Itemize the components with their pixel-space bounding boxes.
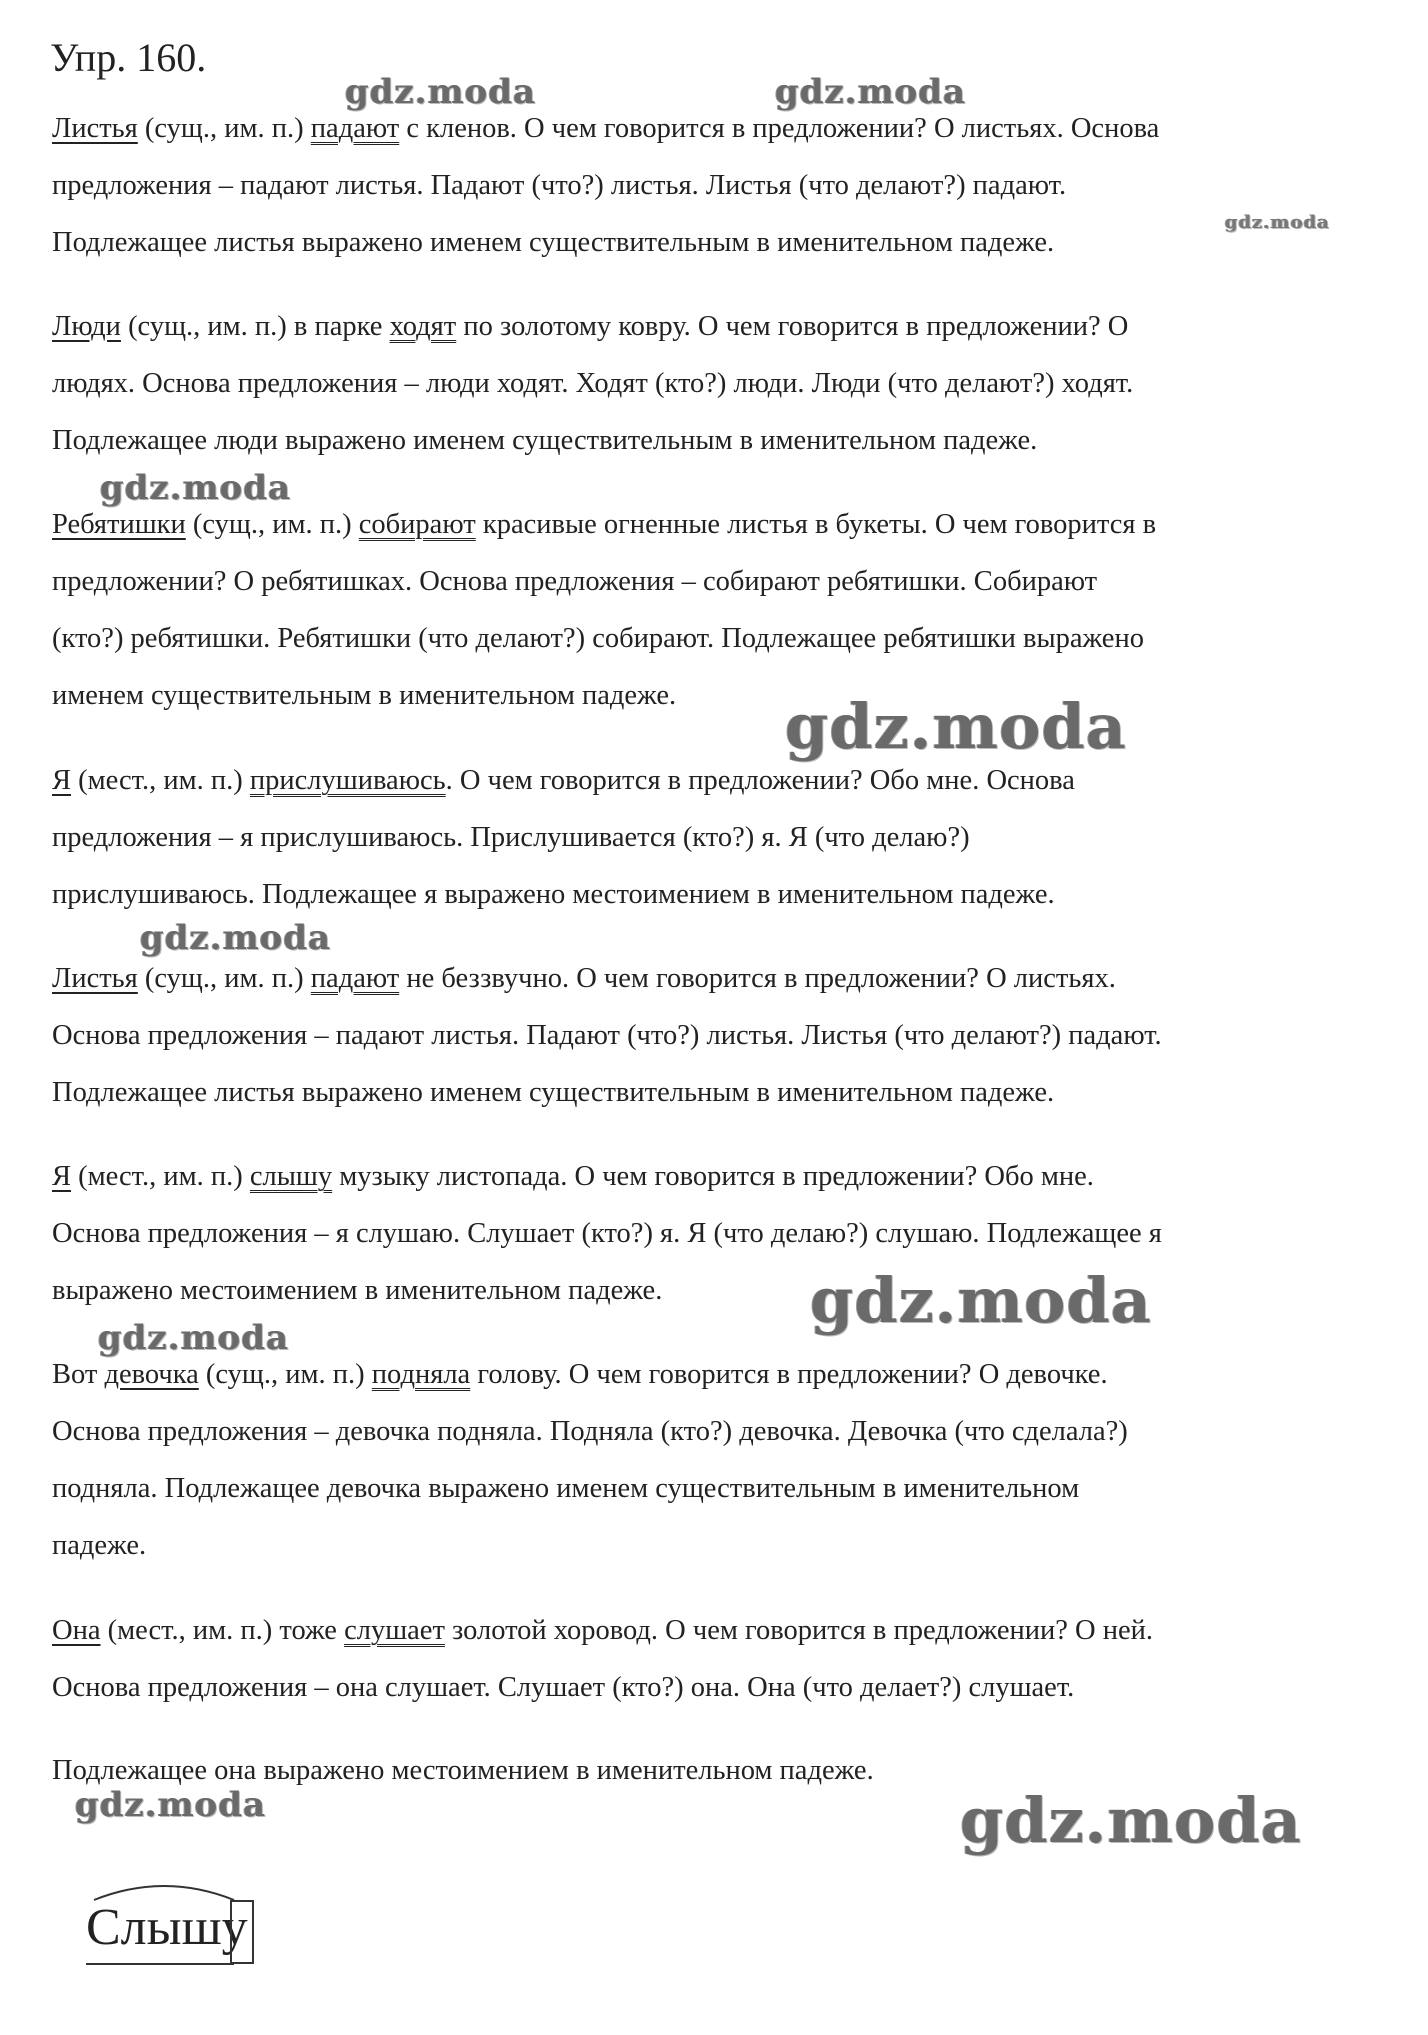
text-line [52, 355, 1382, 412]
subject-word: Я [52, 1161, 72, 1192]
text-segment: с кленов. О чем говорится в предложении? О листьях. Основа [399, 113, 1160, 144]
text-line [52, 667, 1382, 724]
text-line [52, 950, 1382, 1007]
text-segment: . О чем говорится в предложении? Обо мне. Основа [445, 765, 1075, 796]
text-segment: прислушиваюсь. Подлежащее я выражено местоимением в именительном падеже. [52, 879, 1055, 910]
text-segment: Подлежащее она выражено местоимением в именительном падеже. [52, 1755, 874, 1786]
text-line [52, 157, 1382, 214]
watermark-logo: gdz.moda [75, 1785, 267, 1825]
text-segment: предложении? О ребятишках. Основа предложения – собирают ребятишки. Собирают [52, 566, 1098, 597]
paragraph-7 [52, 1346, 1382, 1574]
text-segment: падеже. [52, 1530, 147, 1561]
text-segment: Основа предложения – падают листья. Падают (что?) листья. Листья (что делают?) падают. [52, 1020, 1162, 1051]
watermark-logo: gdz.moda [98, 1318, 290, 1358]
predicate-word: падают [310, 963, 400, 994]
text-line [52, 1346, 1382, 1403]
text-line [52, 1742, 1382, 1799]
text-segment: именем существительным в именительном падеже. [52, 680, 677, 711]
text-line [52, 1602, 1382, 1659]
ending-box-mark [230, 1900, 254, 1964]
paragraph-9 [52, 1742, 1382, 1799]
text-segment: (сущ., им. п.) [185, 509, 359, 540]
word-base-line [86, 1963, 234, 1965]
watermark-logo: gdz.moda [775, 72, 967, 112]
text-segment: красивые огненные листья в букеты. О чем говорится в [475, 509, 1157, 540]
text-line [52, 1517, 1382, 1574]
text-segment: Основа предложения – я слушаю. Слушает (кто?) я. Я (что делаю?) слушаю. Подлежащее я [52, 1218, 1162, 1249]
subject-word: Я [52, 765, 72, 796]
text-line [52, 1205, 1382, 1262]
text-line [52, 1659, 1382, 1716]
text-segment: Основа предложения – она слушает. Слушает (кто?) она. Она (что делает?) слушает. [52, 1672, 1075, 1703]
text-segment: подняла. Подлежащее девочка выражено именем существительным в именительном [52, 1473, 1080, 1504]
text-segment: (мест., им. п.) [71, 1161, 250, 1192]
predicate-word: слышу [249, 1161, 333, 1192]
paragraph-3 [52, 496, 1382, 724]
subject-word: Она [52, 1615, 101, 1646]
text-line [52, 1403, 1382, 1460]
text-line [52, 412, 1382, 469]
subject-word: девочка [104, 1359, 199, 1390]
text-line [52, 100, 1382, 157]
text-segment: (сущ., им. п.) [137, 113, 311, 144]
watermark-logo: gdz.moda [960, 1784, 1302, 1857]
text-line [52, 553, 1382, 610]
text-line [52, 1064, 1382, 1121]
text-segment: (сущ., им. п.) в парке [120, 311, 390, 342]
text-segment: (сущ., им. п.) [137, 963, 311, 994]
text-segment: (мест., им. п.) [71, 765, 250, 796]
exercise-title: Упр. 160. [50, 35, 207, 80]
paragraph-1 [52, 100, 1382, 271]
predicate-word: собирают [358, 509, 476, 540]
text-segment: музыку листопада. О чем говорится в предложении? Обо мне. [332, 1161, 1094, 1192]
paragraph-2 [52, 298, 1382, 469]
predicate-word: подняла [371, 1359, 471, 1390]
watermark-logo: gdz.moda [810, 1264, 1152, 1337]
text-line [52, 809, 1382, 866]
text-segment: голову. О чем говорится в предложении? О девочке. [470, 1359, 1108, 1390]
watermark-logo: gdz.moda [140, 918, 332, 958]
text-segment: не беззвучно. О чем говорится в предложении? О листьях. [399, 963, 1116, 994]
text-segment: (кто?) ребятишки. Ребятишки (что делают?) собирают. Подлежащее ребятишки выражено [52, 623, 1144, 654]
text-segment: выражено местоимением в именительном падеже. [52, 1275, 663, 1306]
text-line [52, 1460, 1382, 1517]
paragraph-6 [52, 1148, 1382, 1319]
paragraph-8 [52, 1602, 1382, 1716]
text-line [52, 866, 1382, 923]
text-line [52, 298, 1382, 355]
paragraph-5 [52, 950, 1382, 1121]
text-segment: Подлежащее листья выражено именем существительным в именительном падеже. [52, 1077, 1055, 1108]
text-segment: предложения – падают листья. Падают (что?) листья. Листья (что делают?) падают. [52, 170, 1067, 201]
subject-word: Люди [52, 311, 121, 342]
text-segment: Основа предложения – девочка подняла. Подняла (кто?) девочка. Девочка (что сделала?) [52, 1416, 1128, 1447]
morpheme-analysis [80, 1860, 270, 1970]
predicate-word: слушает [344, 1615, 445, 1646]
watermark-logo: gdz.moda [785, 690, 1127, 763]
subject-word: Ребятишки [52, 509, 186, 540]
text-line [52, 496, 1382, 553]
text-line [52, 1007, 1382, 1064]
text-segment: Подлежащее люди выражено именем существительным в именительном падеже. [52, 425, 1038, 456]
morpheme-word: Слышу [86, 1899, 248, 1956]
text-line [52, 1148, 1382, 1205]
text-segment: предложения – я прислушиваюсь. Прислушивается (кто?) я. Я (что делаю?) [52, 822, 970, 853]
subject-word: Листья [52, 963, 138, 994]
text-segment: золотой хоровод. О чем говорится в предложении? О ней. [444, 1615, 1154, 1646]
predicate-word: прислушиваюсь [249, 765, 446, 796]
predicate-word: ходят [389, 311, 457, 342]
paragraph-4 [52, 752, 1382, 923]
text-line [52, 214, 1382, 271]
predicate-word: падают [310, 113, 400, 144]
watermark-logo: gdz.moda [1225, 212, 1330, 233]
text-line [52, 752, 1382, 809]
text-segment: (мест., им. п.) тоже [100, 1615, 345, 1646]
text-line [52, 1262, 1382, 1319]
text-line [52, 610, 1382, 667]
watermark-logo: gdz.moda [100, 468, 292, 508]
text-segment: людях. Основа предложения – люди ходят. Ходят (кто?) люди. Люди (что делают?) ходят. [52, 368, 1134, 399]
text-segment: Вот [52, 1359, 105, 1390]
watermark-logo: gdz.moda [345, 72, 537, 112]
subject-word: Листья [52, 113, 138, 144]
text-segment: (сущ., им. п.) [198, 1359, 372, 1390]
text-segment: по золотому ковру. О чем говорится в предложении? О [456, 311, 1129, 342]
text-segment: Подлежащее листья выражено именем существительным в именительном падеже. [52, 227, 1055, 258]
